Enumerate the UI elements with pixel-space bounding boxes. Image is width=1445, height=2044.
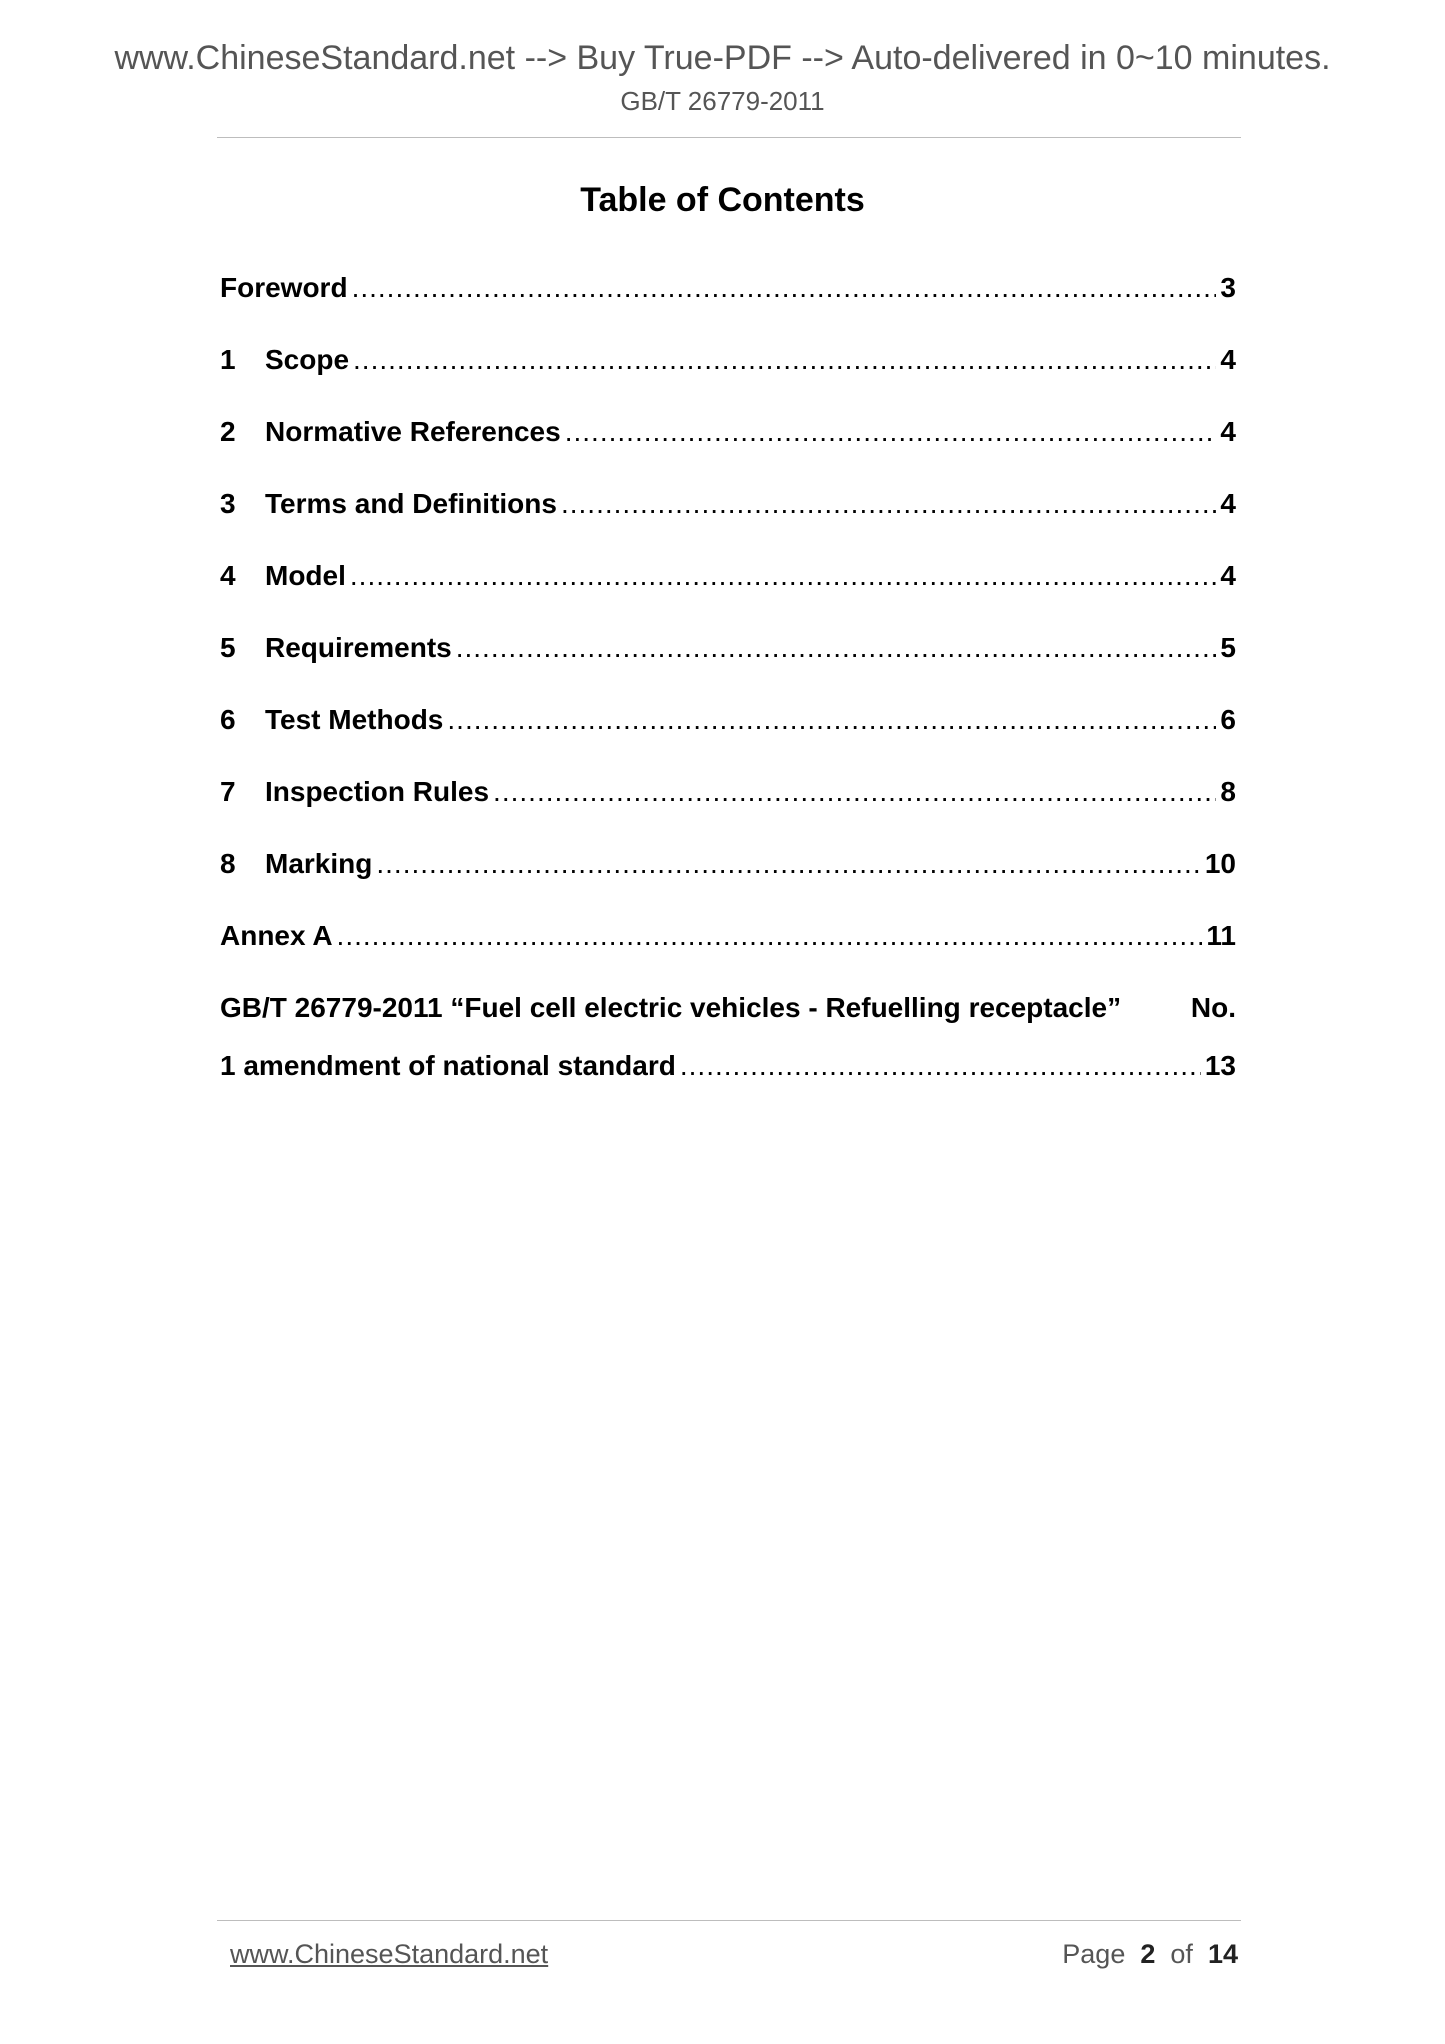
toc-entry-page: 4 xyxy=(1220,344,1236,375)
page-indicator xyxy=(1062,1938,1238,1970)
toc-entry-label: Requirements xyxy=(265,632,452,663)
toc-entry-marking[interactable] xyxy=(220,844,1236,884)
site-banner: www.ChineseStandard.net --> Buy True-PDF --> Auto-delivered in 0~10 minutes. xyxy=(114,39,1331,77)
toc-entry-label: Normative References xyxy=(265,416,561,447)
toc-entry-label: Terms and Definitions xyxy=(265,488,557,519)
toc-entry-number: 7 xyxy=(220,776,236,807)
toc-entry-requirements[interactable] xyxy=(220,628,1236,668)
toc-leader-dots xyxy=(565,412,1217,452)
toc-leader-dots xyxy=(353,340,1216,380)
toc-entry-label: Marking xyxy=(265,848,373,879)
toc-entry-label: Foreword xyxy=(220,272,348,303)
toc-entry-inspection-rules[interactable] xyxy=(220,772,1236,812)
toc-entry-number: 3 xyxy=(220,488,236,519)
toc-entry-test-methods[interactable] xyxy=(220,700,1236,740)
toc-entry-number: 8 xyxy=(220,848,236,879)
toc-entry-page: 3 xyxy=(1220,272,1236,303)
toc-entry-number: 2 xyxy=(220,416,236,447)
toc-entry-label: Inspection Rules xyxy=(265,776,490,807)
toc-entry-normative-references[interactable] xyxy=(220,412,1236,452)
toc-entry-label: 1 amendment of national standard xyxy=(220,1050,676,1081)
toc-leader-dots xyxy=(456,628,1217,668)
toc-entry-number: 4 xyxy=(220,560,236,591)
document-code: GB/T 26779-2011 xyxy=(620,86,825,116)
toc-entry-page: 8 xyxy=(1220,776,1236,807)
toc-leader-dots xyxy=(680,1046,1201,1086)
toc-leader-dots xyxy=(447,700,1216,740)
toc-title: Table of Contents xyxy=(580,181,865,219)
toc-entry-label: Annex A xyxy=(220,920,333,951)
toc-entry-page: 5 xyxy=(1220,632,1236,663)
toc-leader-dots xyxy=(352,268,1217,308)
toc-entry-page: 4 xyxy=(1220,416,1236,447)
toc-entry-page: 10 xyxy=(1204,848,1236,879)
footer-divider xyxy=(217,1920,1241,1921)
footer-website-link[interactable]: www.ChineseStandard.net xyxy=(230,1939,549,1969)
toc-entry-amendment-line1[interactable] xyxy=(220,988,1236,1028)
toc-entry-terms-and-definitions[interactable] xyxy=(220,484,1236,524)
toc-leader-dots xyxy=(376,844,1200,884)
page-word: Page xyxy=(1062,1939,1126,1969)
toc-entry-amendment-line2[interactable] xyxy=(220,1046,1236,1086)
toc-leader-dots xyxy=(561,484,1216,524)
toc-entry-number: 5 xyxy=(220,632,236,663)
toc-entry-page: 4 xyxy=(1220,488,1236,519)
toc-entry-number: 1 xyxy=(220,344,236,375)
total-page-number: 14 xyxy=(1207,1939,1238,1969)
toc-entry-label-tail: No. xyxy=(1190,992,1236,1023)
toc-entry-model[interactable] xyxy=(220,556,1236,596)
toc-entry-page: 13 xyxy=(1204,1050,1236,1081)
page-of-word: of xyxy=(1170,1939,1193,1969)
toc-entry-number: 6 xyxy=(220,704,236,735)
toc-entry-scope[interactable] xyxy=(220,340,1236,380)
toc-entry-page: 4 xyxy=(1220,560,1236,591)
toc-entry-foreword[interactable] xyxy=(220,268,1236,308)
toc-entry-label: Model xyxy=(265,560,346,591)
toc-entry-label: Scope xyxy=(265,344,350,375)
toc-leader-dots xyxy=(337,916,1203,956)
toc-entry-annex-a[interactable] xyxy=(220,916,1236,956)
toc-entry-page: 11 xyxy=(1206,920,1236,951)
header-divider xyxy=(217,137,1241,138)
toc-leader-dots xyxy=(493,772,1216,812)
toc-entry-label: GB/T 26779-2011 “Fuel cell electric vehicles - Refuelling receptacle” xyxy=(220,992,1122,1023)
toc-entry-page: 6 xyxy=(1220,704,1236,735)
current-page-number: 2 xyxy=(1140,1939,1156,1969)
toc-leader-dots xyxy=(350,556,1217,596)
toc-entry-label: Test Methods xyxy=(265,704,444,735)
